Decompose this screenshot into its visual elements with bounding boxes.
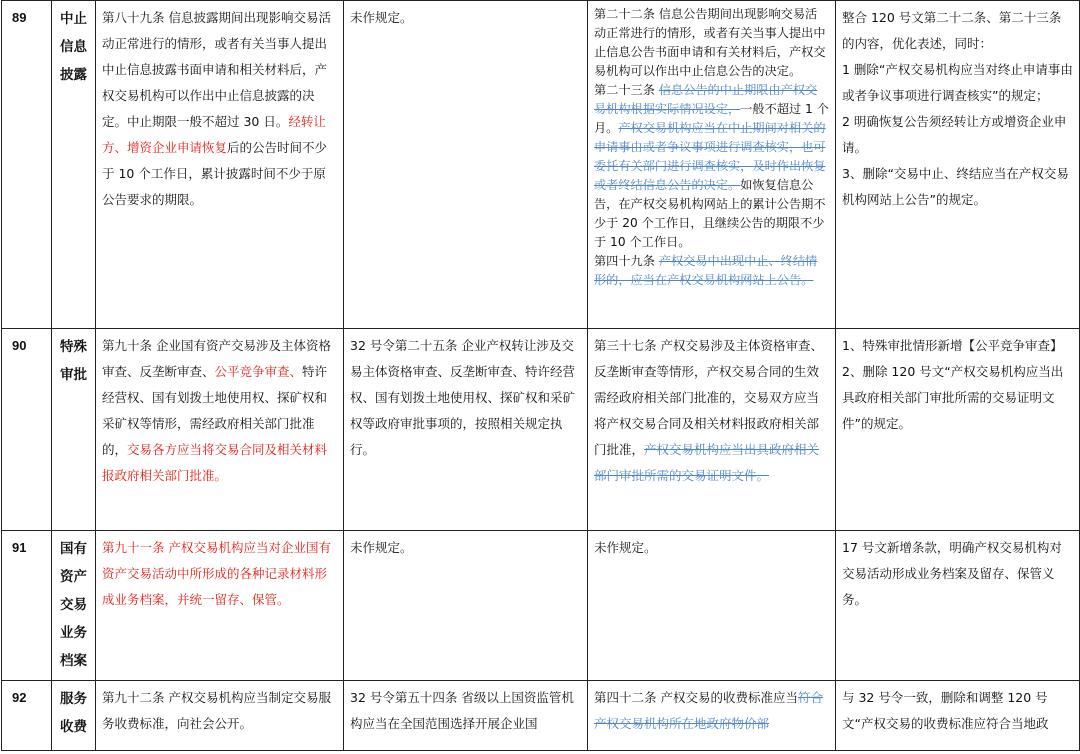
- text-segment: 第八十九条 信息披露期间出现影响交易活动正常进行的情形，或者有关当事人提出中止信息披露书面申请和相关材料后，产权交易机构可以作出中止信息披露的决定。中止期限一般不超过 30 日。: [102, 10, 331, 129]
- new-regulation-cell: [96, 681, 344, 751]
- row-number: 89: [2, 1, 52, 329]
- text-segment: 第三十七条 产权交易涉及主体资格审查、反垄断审查等情形，产权交易合同的生效需经政府相关部门批准的，交易双方应当将产权交易合同及相关材料报政府相关部门批准，: [594, 338, 823, 457]
- text-segment: 第九十条 企业国有资产交易涉及主体资格审查、反垄断审查、: [102, 338, 331, 379]
- order-32-cell: [344, 681, 588, 751]
- deleted-text: 产权交易中出现中止、终结情形的，应当在产权交易机构网站上公告。: [594, 254, 818, 287]
- paragraph: 2、删除 120 号文“产权交易机构应当出具政府相关部门审批所需的交易证明文件”的规定。: [842, 364, 1064, 431]
- paragraph: 1、特殊审批情形新增【公平竞争审查】: [842, 338, 1063, 353]
- title-line: 中止: [60, 11, 87, 27]
- title-line: 披露: [60, 67, 87, 83]
- title-line: 信息: [60, 39, 87, 55]
- title-line: 审批: [60, 367, 87, 383]
- deleted-text: 产权交易机构应当在中止期间对相关的申请事由或者争议事项进行调查核实，也可委托有关部门进行调查核实，及时作出恢复或者终结信息公告的决定。: [594, 121, 826, 192]
- order-32-cell: [344, 531, 588, 681]
- regulation-comparison-table: [1, 0, 1080, 751]
- added-text: 交易各方应当将交易合同及相关材料报政府相关部门批准。: [102, 442, 328, 483]
- paragraph: [594, 81, 829, 252]
- explanation-cell: [836, 329, 1080, 531]
- title-line: 业务: [60, 625, 87, 641]
- text-segment: 一般不超过 1 个月。: [594, 102, 829, 135]
- text-segment: 32 号令第二十五条 企业产权转让涉及交易主体资格审查、反垄断审查、特许经营权、国有划拨土地使用权、探矿权和采矿权等政府审批事项的，按照相关规定执行。: [350, 338, 576, 457]
- table-row: [2, 681, 1080, 751]
- text-segment: 32 号令第五十四条 省级以上国资监管机构应当在全国范围选择开展企业国: [350, 690, 574, 731]
- title-line: 特殊: [60, 339, 87, 355]
- doc-120-cell: [588, 329, 836, 531]
- title-line: 资产: [60, 569, 87, 585]
- paragraph: 2 明确恢复公告须经转让方或增资企业申请。: [842, 114, 1067, 155]
- order-32-cell: [344, 329, 588, 531]
- explanation-cell: [836, 681, 1080, 751]
- text-segment: 第四十九条: [594, 254, 659, 268]
- paragraph: 整合 120 号文第二十二条、第二十三条的内容，优化表述，同时：: [842, 10, 1062, 51]
- title-line: 服务: [60, 691, 87, 707]
- text-segment: 未作规定。: [350, 540, 413, 555]
- deleted-text: 产权交易机构应当出具政府相关部门审批所需的交易证明文件。: [594, 442, 820, 483]
- text-segment: 未作规定。: [350, 10, 413, 25]
- added-text: 公平竞争审查、: [214, 364, 303, 379]
- row-number: 90: [2, 329, 52, 531]
- row-title: [52, 329, 96, 531]
- text-segment: 后的公告时间不少于 10 个工作日，累计披露时间不少于原公告要求的期限。: [102, 140, 328, 207]
- paragraph: [594, 252, 829, 290]
- title-line: 国有: [60, 541, 87, 557]
- row-number: 91: [2, 531, 52, 681]
- text-segment: 第二十三条: [594, 83, 659, 97]
- doc-120-cell: [588, 681, 836, 751]
- text-segment: 未作规定。: [594, 540, 657, 555]
- deleted-text: 符合产权交易机构所在地政府物价部: [594, 690, 823, 731]
- table-row: [2, 329, 1080, 531]
- text-segment: 第二十二条 信息公告期间出现影响交易活动正常进行的情形，或者有关当事人提出中止信息公告书面申请和有关材料后，产权交易机构可以作出中止信息公告的决定。: [594, 7, 826, 78]
- text-segment: 第四十二条 产权交易的收费标准应当: [594, 690, 798, 705]
- paragraph: 3、删除“交易中止、终结应当在产权交易机构网站上公告”的规定。: [842, 166, 1069, 207]
- title-line: 档案: [60, 653, 87, 669]
- explanation-cell: [836, 1, 1080, 329]
- explanation-cell: [836, 531, 1080, 681]
- paragraph: [594, 5, 829, 81]
- order-32-cell: [344, 1, 588, 329]
- row-number: 92: [2, 681, 52, 751]
- deleted-text: 信息公告的中止期限由产权交易机构根据实际情况设定，: [594, 83, 818, 116]
- new-regulation-cell: [96, 329, 344, 531]
- row-title: [52, 681, 96, 751]
- text-segment: 如恢复信息公告，在产权交易机构网站上的累计公告期不少于 20 个工作日，且继续公告的期限不少于 10 个工作日。: [594, 178, 826, 249]
- paragraph: 17 号文新增条款，明确产权交易机构对交易活动形成业务档案及留存、保管义务。: [842, 540, 1062, 607]
- doc-120-cell: [588, 531, 836, 681]
- new-regulation-cell: [96, 1, 344, 329]
- text-segment: 特许经营权、国有划拨土地使用权、探矿权和采矿权等情形，需经政府相关部门批准的，: [102, 364, 328, 457]
- doc-120-cell: [588, 1, 836, 329]
- table-row: [2, 1, 1080, 329]
- added-text: 第九十一条 产权交易机构应当对企业国有资产交易活动中所形成的各种记录材料形成业务档案，并统一留存、保管。: [102, 540, 331, 607]
- row-title: [52, 1, 96, 329]
- row-title: [52, 531, 96, 681]
- added-text: 经转让方、增资企业申请恢复: [102, 114, 326, 155]
- new-regulation-cell: [96, 531, 344, 681]
- title-line: 交易: [60, 597, 87, 613]
- paragraph: 1 删除“产权交易机构应当对终止申请事由或者争议事项进行调查核实”的规定；: [842, 62, 1073, 103]
- text-segment: 第九十二条 产权交易机构应当制定交易服务收费标准，向社会公开。: [102, 690, 331, 731]
- table-row: [2, 531, 1080, 681]
- paragraph: 与 32 号令一致，删除和调整 120 号文“产权交易的收费标准应符合当地政: [842, 690, 1049, 731]
- title-line: 收费: [60, 719, 87, 735]
